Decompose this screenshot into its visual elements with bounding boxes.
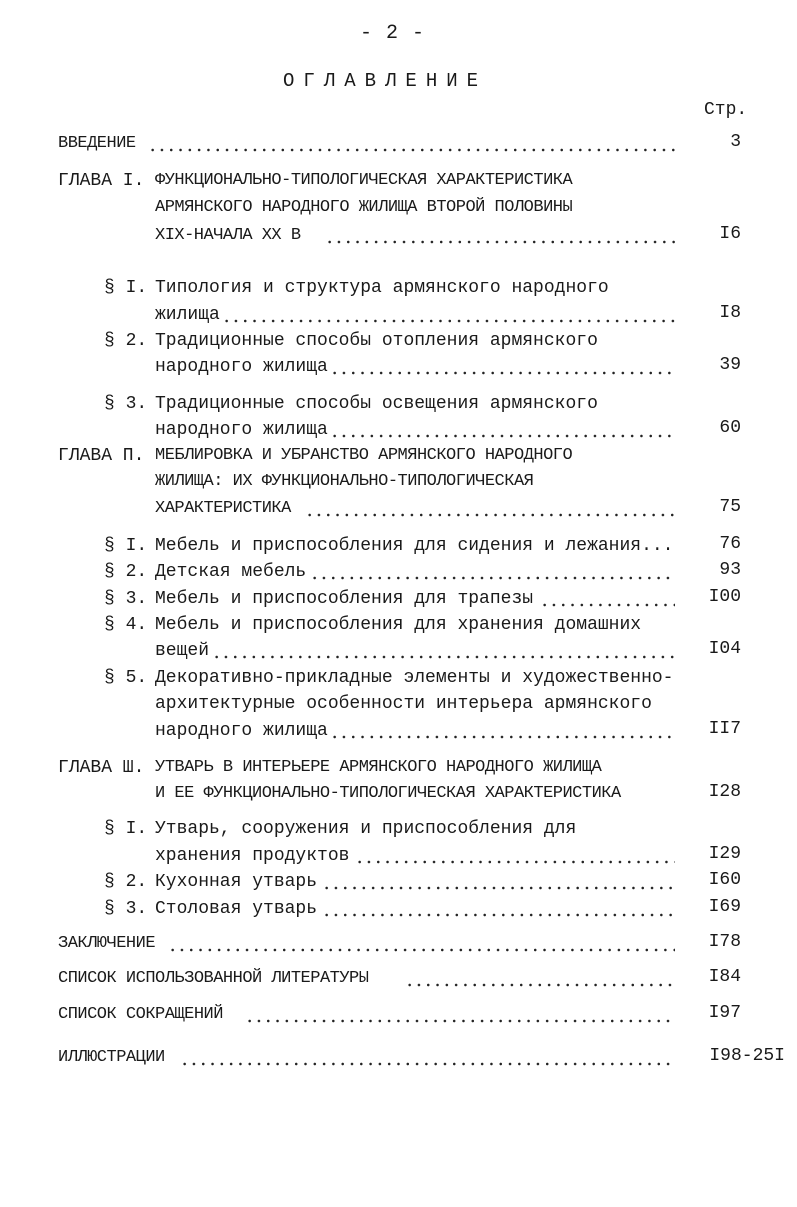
leader-dots <box>245 1019 675 1023</box>
toc-page-number: II7 <box>708 719 741 739</box>
toc-page-number: 39 <box>719 355 741 375</box>
toc-entry-line: хранения продуктов <box>155 846 350 866</box>
toc-section-prefix: § 3. <box>104 899 148 919</box>
leader-dots <box>305 513 675 517</box>
toc-section-prefix: § 4. <box>104 615 148 635</box>
toc-section-prefix: § 3. <box>104 394 148 414</box>
page-number: - 2 - <box>360 22 426 45</box>
toc-entry-line: ХАРАКТЕРИСТИКА <box>155 499 291 518</box>
toc-entry-line: Традиционные способы отопления армянского <box>155 331 598 351</box>
toc-entry-text: СПИСОК СОКРАЩЕНИЙ <box>58 1005 223 1024</box>
toc-entry-text: ЗАКЛЮЧЕНИЕ <box>58 934 156 953</box>
leader-dots <box>322 886 675 890</box>
leader-dots <box>212 655 675 659</box>
leader-dots <box>148 148 680 152</box>
toc-section-prefix: § 2. <box>104 331 148 351</box>
toc-chapter-prefix: ГЛАВА Ш. <box>58 758 145 778</box>
toc-page-number: I29 <box>708 844 741 864</box>
toc-page-number: I78 <box>708 932 741 952</box>
toc-entry-line: народного жилища <box>155 420 328 440</box>
toc-page-number: 93 <box>719 560 741 580</box>
toc-page-number: I97 <box>708 1003 741 1023</box>
pages-column-label: Стр. <box>704 100 748 120</box>
toc-page-number: I60 <box>708 870 741 890</box>
toc-entry-text: ИЛЛЮСТРАЦИИ <box>58 1048 165 1067</box>
toc-entry-line: Мебель и приспособления для сидения и лежания... <box>155 536 674 556</box>
toc-entry-line: Декоративно-прикладные элементы и художественно- <box>155 668 674 688</box>
toc-entry-line: народного жилища <box>155 357 328 377</box>
toc-page-number: I00 <box>708 587 741 607</box>
toc-page-number: I6 <box>719 224 741 244</box>
toc-entry-line: архитектурные особенности интерьера армянского <box>155 694 652 714</box>
toc-entry-line: МЕБЛИРОВКА И УБРАНСТВО АРМЯНСКОГО НАРОДНОГО <box>155 446 573 465</box>
toc-entry-line: ЖИЛИЩА: ИХ ФУНКЦИОНАЛЬНО-ТИПОЛОГИЧЕСКАЯ <box>155 472 534 491</box>
leader-dots <box>330 371 675 375</box>
toc-entry-line: Типология и структура армянского народного <box>155 278 609 298</box>
toc-chapter-prefix: ГЛАВА I. <box>58 171 145 191</box>
toc-entry-line: Утварь, сооружения и приспособления для <box>155 819 577 839</box>
leader-dots <box>168 948 675 952</box>
toc-entry-text: ВВЕДЕНИЕ <box>58 134 136 153</box>
toc-page-number: 60 <box>719 418 741 438</box>
leader-dots <box>222 319 675 323</box>
toc-page-number: I8 <box>719 303 741 323</box>
leader-dots <box>310 576 675 580</box>
toc-entry-line: Детская мебель <box>155 562 307 582</box>
toc-page-number: I69 <box>708 897 741 917</box>
leader-dots <box>355 860 675 864</box>
toc-section-prefix: § I. <box>104 536 148 556</box>
toc-section-prefix: § 2. <box>104 562 148 582</box>
toc-entry-line: АРМЯНСКОГО НАРОДНОГО ЖИЛИЩА ВТОРОЙ ПОЛОВИНЫ <box>155 198 573 217</box>
toc-entry-line: вещей <box>155 641 210 661</box>
toc-section-prefix: § 5. <box>104 668 148 688</box>
toc-page-number: I84 <box>708 967 741 987</box>
toc-page-number: 3 <box>730 132 741 152</box>
toc-entry-line: народного жилища <box>155 721 328 741</box>
toc-entry-line: XIX-НАЧАЛА XX В <box>155 226 301 245</box>
leader-dots <box>330 735 675 739</box>
toc-entry-text: СПИСОК ИСПОЛЬЗОВАННОЙ ЛИТЕРАТУРЫ <box>58 969 369 988</box>
toc-section-prefix: § I. <box>104 819 148 839</box>
toc-section-prefix: § I. <box>104 278 148 298</box>
toc-entry-line: ФУНКЦИОНАЛЬНО-ТИПОЛОГИЧЕСКАЯ ХАРАКТЕРИСТИКА <box>155 171 573 190</box>
toc-entry-line: Столовая утварь <box>155 899 318 919</box>
toc-page-number: I28 <box>708 782 741 802</box>
page-title: ОГЛАВЛЕНИЕ <box>283 70 488 92</box>
toc-entry-line: УТВАРЬ В ИНТЕРЬЕРЕ АРМЯНСКОГО НАРОДНОГО ЖИЛИЩА <box>155 758 602 777</box>
toc-chapter-prefix: ГЛАВА П. <box>58 446 145 466</box>
leader-dots <box>325 240 675 244</box>
toc-page-number: 76 <box>719 534 741 554</box>
leader-dots <box>180 1062 675 1066</box>
toc-entry-line: Мебель и приспособления для трапезы <box>155 589 534 609</box>
toc-entry-line: Кухонная утварь <box>155 872 318 892</box>
toc-page-number: 75 <box>719 497 741 517</box>
toc-page-number: I98-25I <box>709 1046 785 1066</box>
toc-entry-line: жилища <box>155 305 220 325</box>
toc-section-prefix: § 3. <box>104 589 148 609</box>
toc-entry-line: Традиционные способы освещения армянского <box>155 394 598 414</box>
leader-dots <box>330 434 675 438</box>
toc-entry-line: Мебель и приспособления для хранения домашних <box>155 615 642 635</box>
toc-entry-line: И ЕЕ ФУНКЦИОНАЛЬНО-ТИПОЛОГИЧЕСКАЯ ХАРАКТЕРИСТИКА <box>155 784 621 803</box>
toc-section-prefix: § 2. <box>104 872 148 892</box>
toc-page-number: I04 <box>708 639 741 659</box>
leader-dots <box>322 913 675 917</box>
